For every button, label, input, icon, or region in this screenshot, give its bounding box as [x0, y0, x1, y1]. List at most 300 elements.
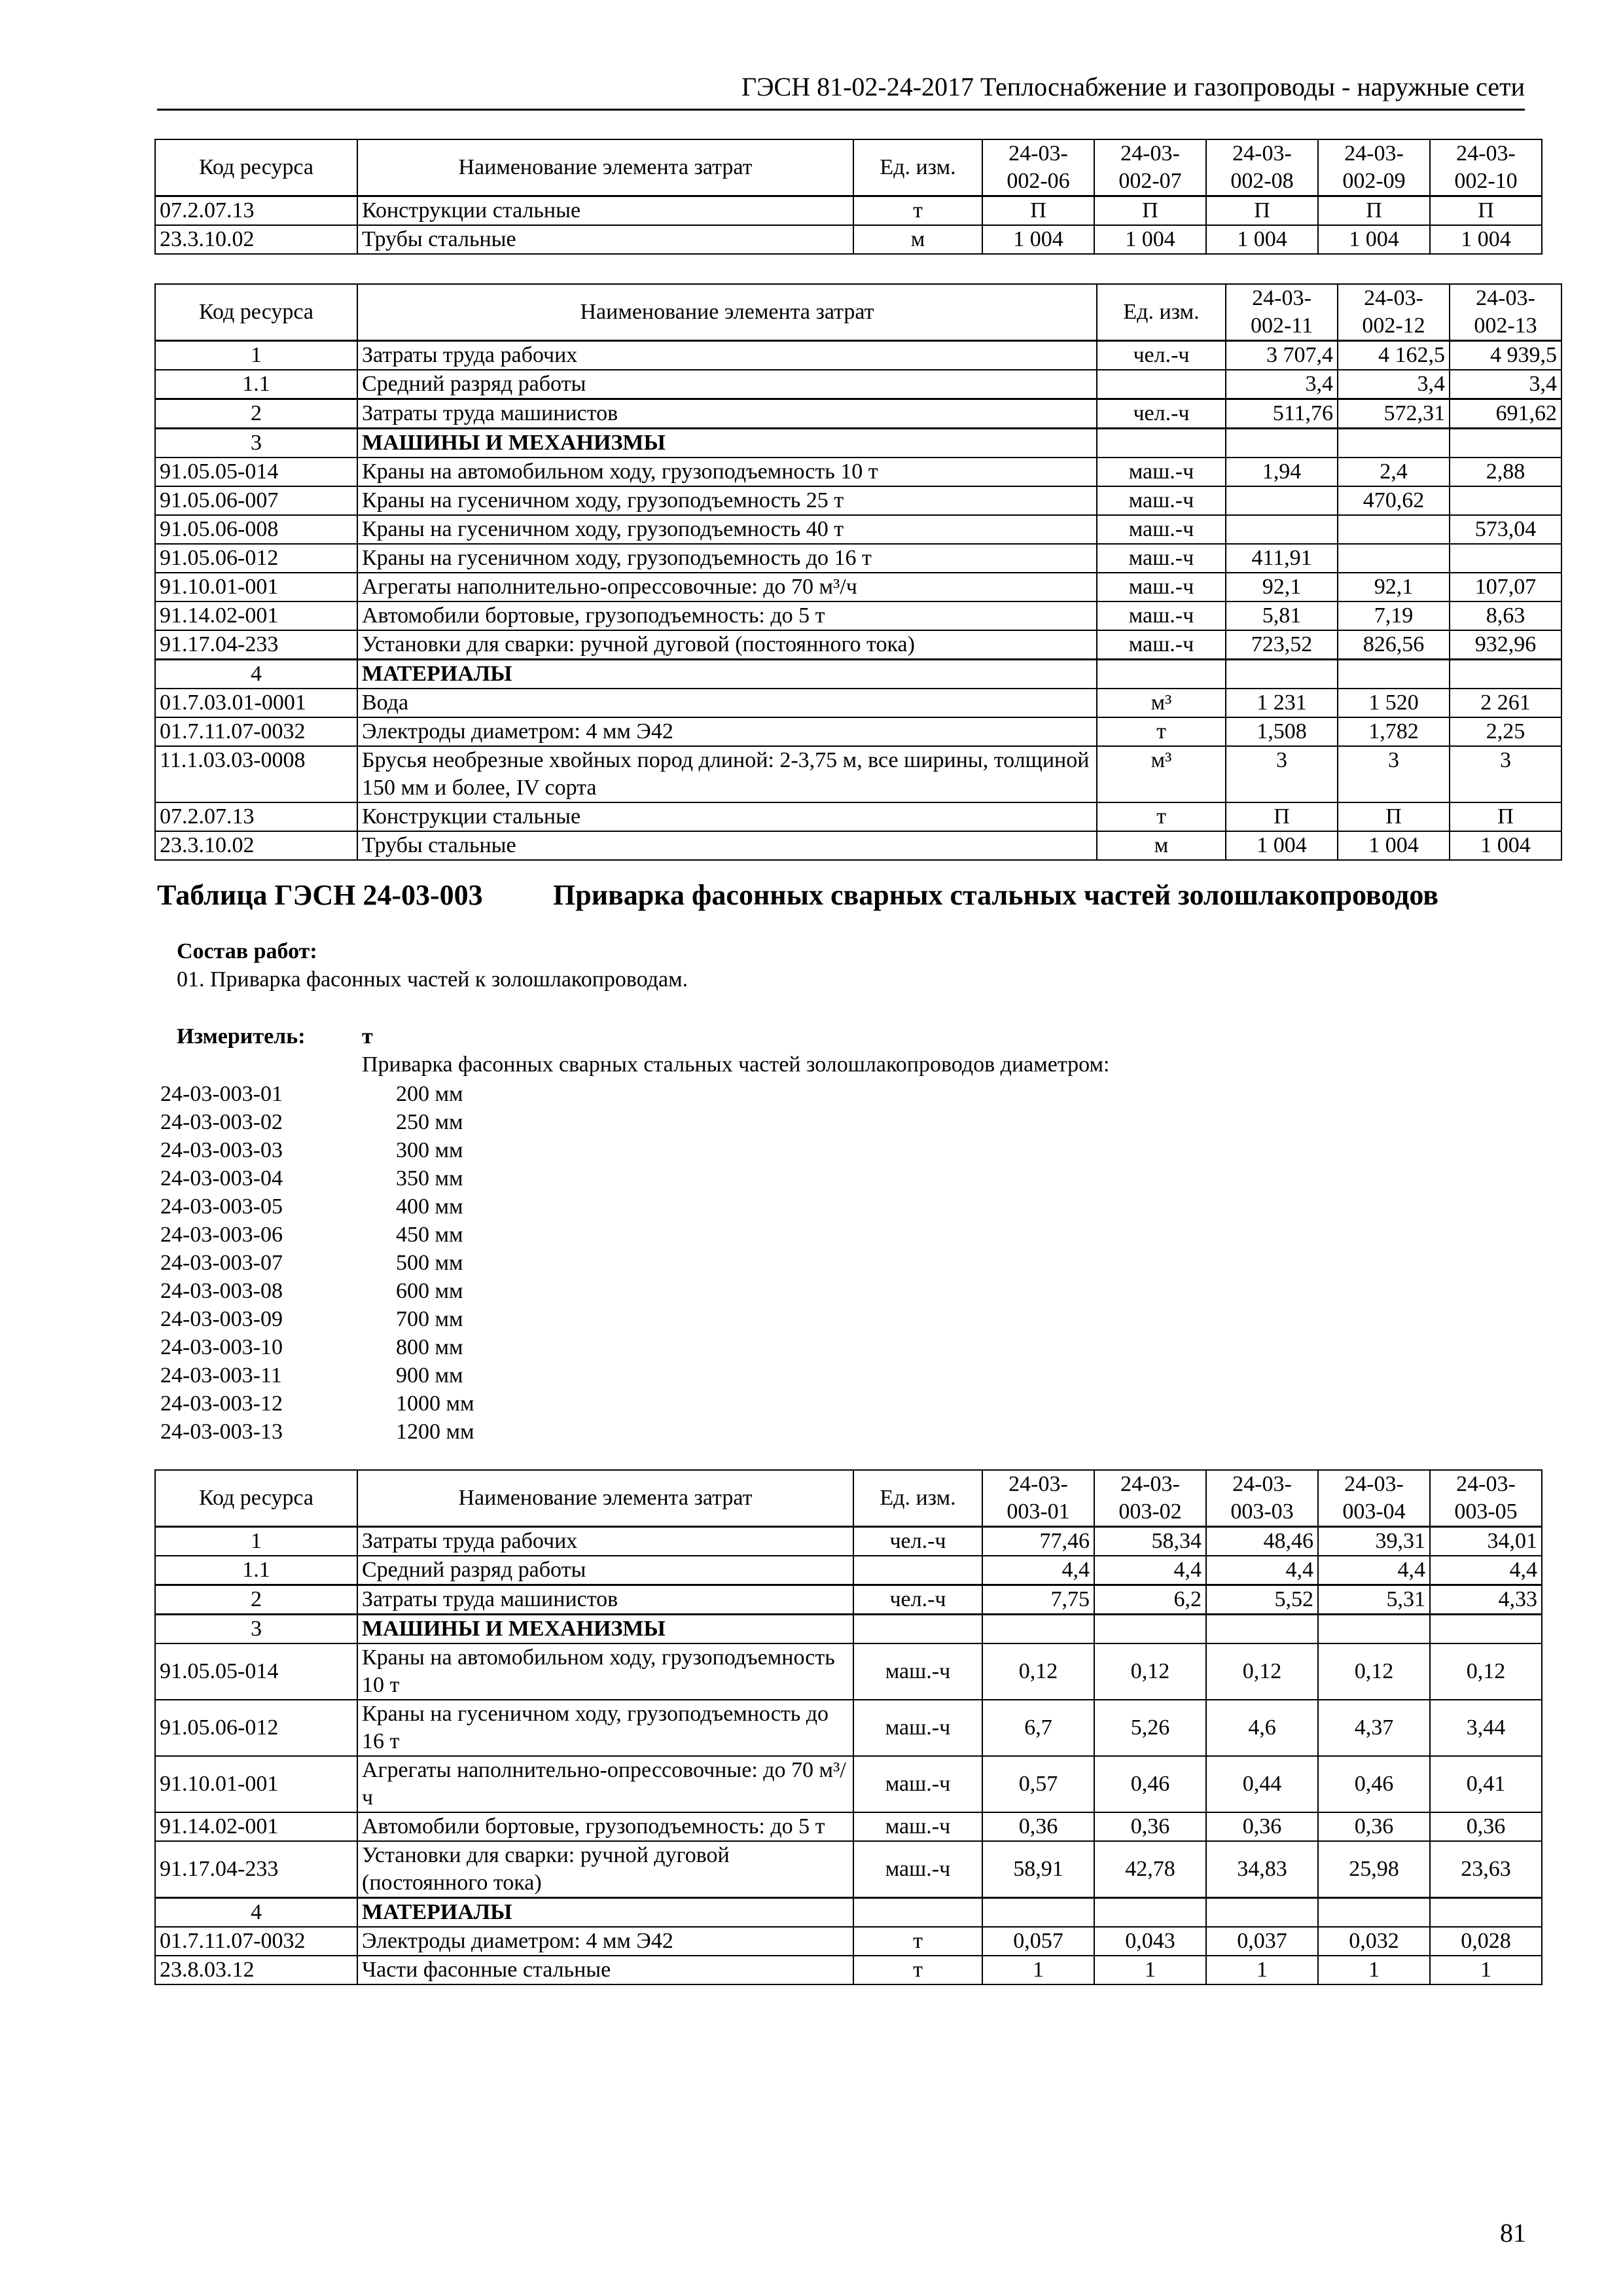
- resource-name: МАТЕРИАЛЫ: [357, 660, 1097, 689]
- norm-value: 0,41: [1430, 1756, 1542, 1812]
- norm-value: 1,508: [1226, 717, 1338, 746]
- resource-unit: маш.-ч: [853, 1700, 982, 1756]
- norm-value: П: [1318, 196, 1430, 226]
- col-header-norm: 24-03- 002-09: [1318, 139, 1430, 196]
- table-row: [155, 746, 1561, 802]
- resource-name: Брусья необрезные хвойных пород длиной: 2-3,75 м, все ширины, толщиной 150 мм и более, IV сорта: [357, 746, 1097, 802]
- norm-value: 4,4: [982, 1556, 1094, 1585]
- norm-value: 0,028: [1430, 1927, 1542, 1956]
- resource-code: 91.14.02-001: [155, 1812, 357, 1841]
- running-header: ГЭСН 81-02-24-2017 Теплоснабжение и газопроводы - наружные сети: [157, 71, 1525, 111]
- resource-table-003-01-05: [154, 1469, 1543, 1985]
- resource-name: Краны на автомобильном ходу, грузоподъемность 10 т: [357, 457, 1097, 486]
- norm-value: 3,4: [1338, 370, 1450, 399]
- norm-value: 5,81: [1226, 601, 1338, 630]
- norm-value: 0,12: [1206, 1643, 1318, 1700]
- table-row: [155, 225, 1542, 254]
- norm-value: 0,12: [982, 1643, 1094, 1700]
- table-row: [155, 1841, 1542, 1898]
- norm-value: 4,4: [1206, 1556, 1318, 1585]
- norm-value: 1: [982, 1956, 1094, 1984]
- col-header-norm: 24-03- 003-05: [1430, 1470, 1542, 1527]
- col-header-norm: 24-03- 002-13: [1450, 284, 1561, 341]
- norm-value: [1318, 1615, 1430, 1644]
- measure-item-size: 200 мм: [396, 1082, 463, 1106]
- resource-unit: м³: [1097, 689, 1226, 717]
- norm-value: 1 004: [1094, 225, 1206, 254]
- norm-value: 0,037: [1206, 1927, 1318, 1956]
- measure-item-size: 900 мм: [396, 1363, 463, 1388]
- norm-value: 573,04: [1450, 515, 1561, 544]
- norm-value: 5,52: [1206, 1585, 1318, 1615]
- norm-value: 3: [1338, 746, 1450, 802]
- norm-value: 23,63: [1430, 1841, 1542, 1898]
- col-header-code: Код ресурса: [155, 284, 357, 341]
- resource-unit: маш.-ч: [853, 1812, 982, 1841]
- resource-name: МАШИНЫ И МЕХАНИЗМЫ: [357, 1615, 853, 1644]
- resource-code: 01.7.11.07-0032: [155, 1927, 357, 1956]
- norm-value: 3 707,4: [1226, 341, 1338, 370]
- norm-value: П: [1450, 802, 1561, 831]
- norm-value: 1 004: [1226, 831, 1338, 860]
- table-row: [155, 630, 1561, 660]
- resource-name: Средний разряд работы: [357, 370, 1097, 399]
- norm-value: 1: [1094, 1956, 1206, 1984]
- col-header-code: Код ресурса: [155, 1470, 357, 1527]
- resource-unit: чел.-ч: [853, 1585, 982, 1615]
- norm-value: 5,26: [1094, 1700, 1206, 1756]
- resource-code: 91.05.05-014: [155, 457, 357, 486]
- norm-value: [1450, 544, 1561, 573]
- norm-value: 0,043: [1094, 1927, 1206, 1956]
- col-header-norm: 24-03- 002-07: [1094, 139, 1206, 196]
- norm-value: П: [1226, 802, 1338, 831]
- norm-value: 1: [1430, 1956, 1542, 1984]
- measure-item-size: 350 мм: [396, 1166, 463, 1191]
- norm-value: 3,44: [1430, 1700, 1542, 1756]
- norm-value: 0,12: [1094, 1643, 1206, 1700]
- table-title: Приварка фасонных сварных стальных частей золошлакопроводов: [553, 879, 1438, 911]
- resource-unit: т: [853, 1927, 982, 1956]
- resource-code: 07.2.07.13: [155, 802, 357, 831]
- table-row: [155, 196, 1542, 226]
- resource-name: Автомобили бортовые, грузоподъемность: до 5 т: [357, 1812, 853, 1841]
- resource-name: Агрегаты наполнительно-опрессовочные: до 70 м³/ч: [357, 573, 1097, 601]
- measure-item-code: 24-03-003-09: [160, 1307, 283, 1331]
- resource-name: Краны на гусеничном ходу, грузоподъемность 40 т: [357, 515, 1097, 544]
- table-row: [155, 1956, 1542, 1984]
- resource-unit: чел.-ч: [1097, 399, 1226, 429]
- col-header-norm: 24-03- 002-10: [1430, 139, 1542, 196]
- measure-item-size: 800 мм: [396, 1335, 463, 1359]
- resource-name: Установки для сварки: ручной дуговой (постоянного тока): [357, 630, 1097, 660]
- resource-name: Электроды диаметром: 4 мм Э42: [357, 1927, 853, 1956]
- resource-name: Части фасонные стальные: [357, 1956, 853, 1984]
- norm-value: 1 004: [982, 225, 1094, 254]
- measure-unit: т: [362, 1024, 373, 1049]
- norm-value: 92,1: [1338, 573, 1450, 601]
- norm-value: 2 261: [1450, 689, 1561, 717]
- table-row: [155, 1615, 1542, 1644]
- resource-name: Вода: [357, 689, 1097, 717]
- norm-value: [1094, 1615, 1206, 1644]
- resource-name: МАТЕРИАЛЫ: [357, 1898, 853, 1928]
- resource-code: 3: [155, 429, 357, 458]
- table-row: [155, 515, 1561, 544]
- resource-code: 91.17.04-233: [155, 630, 357, 660]
- table-row: [155, 370, 1561, 399]
- table-heading: [157, 878, 1438, 912]
- norm-value: 1 004: [1450, 831, 1561, 860]
- norm-value: 0,57: [982, 1756, 1094, 1812]
- norm-value: 0,032: [1318, 1927, 1430, 1956]
- norm-value: [1450, 486, 1561, 515]
- resource-code: 91.05.06-012: [155, 544, 357, 573]
- norm-value: 4,6: [1206, 1700, 1318, 1756]
- header-row: [155, 139, 1542, 196]
- resource-code: 23.3.10.02: [155, 225, 357, 254]
- col-header-code: Код ресурса: [155, 139, 357, 196]
- resource-name: Затраты труда машинистов: [357, 399, 1097, 429]
- table-row: [155, 573, 1561, 601]
- table-row: [155, 1527, 1542, 1556]
- col-header-unit: Ед. изм.: [853, 139, 982, 196]
- norm-value: 58,34: [1094, 1527, 1206, 1556]
- resource-name: Затраты труда рабочих: [357, 1527, 853, 1556]
- norm-value: 5,31: [1318, 1585, 1430, 1615]
- resource-name: Краны на гусеничном ходу, грузоподъемность до 16 т: [357, 544, 1097, 573]
- norm-value: 7,75: [982, 1585, 1094, 1615]
- resource-code: 91.10.01-001: [155, 573, 357, 601]
- norm-value: 1 004: [1430, 225, 1542, 254]
- resource-code: 23.8.03.12: [155, 1956, 357, 1984]
- col-header-name: Наименование элемента затрат: [357, 139, 853, 196]
- norm-value: 1 004: [1318, 225, 1430, 254]
- resource-name: Конструкции стальные: [357, 802, 1097, 831]
- norm-value: [1206, 1615, 1318, 1644]
- norm-value: [982, 1615, 1094, 1644]
- resource-code: 2: [155, 1585, 357, 1615]
- norm-value: 39,31: [1318, 1527, 1430, 1556]
- table-row: [155, 1585, 1542, 1615]
- resource-code: 1.1: [155, 1556, 357, 1585]
- norm-value: 0,36: [1318, 1812, 1430, 1841]
- measure-item-size: 300 мм: [396, 1138, 463, 1162]
- resource-unit: чел.-ч: [853, 1527, 982, 1556]
- resource-unit: маш.-ч: [1097, 573, 1226, 601]
- measure-item-code: 24-03-003-02: [160, 1110, 283, 1134]
- resource-unit: [853, 1898, 982, 1928]
- resource-name: Краны на гусеничном ходу, грузоподъемность до 16 т: [357, 1700, 853, 1756]
- norm-value: 1,782: [1338, 717, 1450, 746]
- table-row: [155, 831, 1561, 860]
- norm-value: [1338, 544, 1450, 573]
- resource-code: 07.2.07.13: [155, 196, 357, 226]
- norm-value: 1 004: [1338, 831, 1450, 860]
- measure-item-code: 24-03-003-04: [160, 1166, 283, 1191]
- measure-item-size: 500 мм: [396, 1251, 463, 1275]
- norm-value: 4,4: [1094, 1556, 1206, 1585]
- table-row: [155, 660, 1561, 689]
- resource-name: МАШИНЫ И МЕХАНИЗМЫ: [357, 429, 1097, 458]
- norm-value: [1094, 1898, 1206, 1928]
- resource-code: 91.05.05-014: [155, 1643, 357, 1700]
- table-row: [155, 457, 1561, 486]
- table-row: [155, 486, 1561, 515]
- norm-value: 572,31: [1338, 399, 1450, 429]
- col-header-unit: Ед. изм.: [853, 1470, 982, 1527]
- measure-item-size: 450 мм: [396, 1223, 463, 1247]
- measure-label: Измеритель:: [177, 1024, 306, 1049]
- norm-value: 34,83: [1206, 1841, 1318, 1898]
- norm-value: 3: [1450, 746, 1561, 802]
- col-header-norm: 24-03- 003-02: [1094, 1470, 1206, 1527]
- norm-value: 6,2: [1094, 1585, 1206, 1615]
- resource-code: 11.1.03.03-0008: [155, 746, 357, 802]
- resource-code: 1.1: [155, 370, 357, 399]
- resource-unit: маш.-ч: [1097, 457, 1226, 486]
- page-number: 81: [1500, 2218, 1526, 2248]
- table-row: [155, 1756, 1542, 1812]
- resource-unit: маш.-ч: [853, 1841, 982, 1898]
- resource-unit: т: [853, 196, 982, 226]
- norm-value: [1206, 1898, 1318, 1928]
- norm-value: 3: [1226, 746, 1338, 802]
- col-header-norm: 24-03- 003-03: [1206, 1470, 1318, 1527]
- resource-code: 4: [155, 1898, 357, 1928]
- resource-code: 91.05.06-008: [155, 515, 357, 544]
- table-row: [155, 1927, 1542, 1956]
- table-row: [155, 341, 1561, 370]
- norm-value: 34,01: [1430, 1527, 1542, 1556]
- norm-value: 3,4: [1450, 370, 1561, 399]
- col-header-unit: Ед. изм.: [1097, 284, 1226, 341]
- norm-value: 77,46: [982, 1527, 1094, 1556]
- resource-unit: [1097, 370, 1226, 399]
- table-row: [155, 689, 1561, 717]
- norm-value: [1226, 429, 1338, 458]
- resource-unit: маш.-ч: [1097, 601, 1226, 630]
- header-row: [155, 284, 1561, 341]
- resource-unit: [853, 1615, 982, 1644]
- table-row: [155, 601, 1561, 630]
- resource-unit: чел.-ч: [1097, 341, 1226, 370]
- work-composition-item: 01. Приварка фасонных частей к золошлакопроводам.: [177, 967, 688, 992]
- norm-value: [1338, 515, 1450, 544]
- norm-value: 58,91: [982, 1841, 1094, 1898]
- norm-value: П: [982, 196, 1094, 226]
- norm-value: 691,62: [1450, 399, 1561, 429]
- resource-unit: маш.-ч: [1097, 544, 1226, 573]
- norm-value: 4,4: [1430, 1556, 1542, 1585]
- resource-code: 91.17.04-233: [155, 1841, 357, 1898]
- norm-value: П: [1094, 196, 1206, 226]
- resource-name: Краны на гусеничном ходу, грузоподъемность 25 т: [357, 486, 1097, 515]
- resource-code: 91.05.06-012: [155, 1700, 357, 1756]
- norm-value: 7,19: [1338, 601, 1450, 630]
- col-header-norm: 24-03- 003-04: [1318, 1470, 1430, 1527]
- norm-value: [1450, 660, 1561, 689]
- norm-value: 826,56: [1338, 630, 1450, 660]
- resource-unit: м: [853, 225, 982, 254]
- measure-item-size: 600 мм: [396, 1279, 463, 1303]
- resource-unit: маш.-ч: [1097, 486, 1226, 515]
- norm-value: 0,44: [1206, 1756, 1318, 1812]
- measure-item-code: 24-03-003-07: [160, 1251, 283, 1275]
- measure-item-size: 700 мм: [396, 1307, 463, 1331]
- resource-code: 91.10.01-001: [155, 1756, 357, 1812]
- norm-value: 2,88: [1450, 457, 1561, 486]
- resource-unit: [853, 1556, 982, 1585]
- resource-unit: маш.-ч: [1097, 515, 1226, 544]
- measure-item-size: 250 мм: [396, 1110, 463, 1134]
- norm-value: 0,36: [982, 1812, 1094, 1841]
- norm-value: 0,36: [1094, 1812, 1206, 1841]
- table-row: [155, 544, 1561, 573]
- resource-code: 01.7.11.07-0032: [155, 717, 357, 746]
- norm-value: 1: [1318, 1956, 1430, 1984]
- norm-value: [1430, 1898, 1542, 1928]
- measure-item-code: 24-03-003-05: [160, 1194, 283, 1219]
- resource-table-002-11-13: [154, 283, 1562, 861]
- norm-value: 0,12: [1430, 1643, 1542, 1700]
- resource-name: Конструкции стальные: [357, 196, 853, 226]
- resource-name: Агрегаты наполнительно-опрессовочные: до 70 м³/ч: [357, 1756, 853, 1812]
- table-row: [155, 1700, 1542, 1756]
- norm-value: 1 231: [1226, 689, 1338, 717]
- norm-value: [1226, 486, 1338, 515]
- norm-value: 2,4: [1338, 457, 1450, 486]
- resource-code: 23.3.10.02: [155, 831, 357, 860]
- norm-value: 107,07: [1450, 573, 1561, 601]
- norm-value: 4,4: [1318, 1556, 1430, 1585]
- table-row: [155, 802, 1561, 831]
- norm-value: [1450, 429, 1561, 458]
- table-row: [155, 1898, 1542, 1928]
- norm-value: П: [1206, 196, 1318, 226]
- measure-item-size: 1200 мм: [396, 1420, 474, 1444]
- measure-description: Приварка фасонных сварных стальных частей золошлакопроводов диаметром:: [362, 1052, 1110, 1077]
- measure-item-code: 24-03-003-12: [160, 1391, 283, 1416]
- resource-name: Краны на автомобильном ходу, грузоподъемность 10 т: [357, 1643, 853, 1700]
- norm-value: 0,12: [1318, 1643, 1430, 1700]
- work-composition-label: Состав работ:: [177, 939, 317, 963]
- measure-item-code: 24-03-003-06: [160, 1223, 283, 1247]
- col-header-norm: 24-03- 002-11: [1226, 284, 1338, 341]
- measure-item-size: 1000 мм: [396, 1391, 474, 1416]
- resource-unit: [1097, 660, 1226, 689]
- col-header-norm: 24-03- 003-01: [982, 1470, 1094, 1527]
- norm-value: П: [1430, 196, 1542, 226]
- measure-item-code: 24-03-003-13: [160, 1420, 283, 1444]
- resource-name: Средний разряд работы: [357, 1556, 853, 1585]
- resource-unit: т: [1097, 802, 1226, 831]
- norm-value: 932,96: [1450, 630, 1561, 660]
- norm-value: 0,46: [1094, 1756, 1206, 1812]
- norm-value: 411,91: [1226, 544, 1338, 573]
- table-label: Таблица ГЭСН 24-03-003: [157, 879, 483, 911]
- norm-value: 470,62: [1338, 486, 1450, 515]
- resource-unit: [1097, 429, 1226, 458]
- resource-name: Затраты труда машинистов: [357, 1585, 853, 1615]
- resource-unit: т: [1097, 717, 1226, 746]
- resource-name: Установки для сварки: ручной дуговой (постоянного тока): [357, 1841, 853, 1898]
- resource-code: 4: [155, 660, 357, 689]
- resource-table-002-06-10: [154, 139, 1543, 255]
- norm-value: 0,057: [982, 1927, 1094, 1956]
- resource-unit: т: [853, 1956, 982, 1984]
- resource-name: Затраты труда рабочих: [357, 341, 1097, 370]
- measure-item-code: 24-03-003-03: [160, 1138, 283, 1162]
- norm-value: 0,36: [1206, 1812, 1318, 1841]
- norm-value: [982, 1898, 1094, 1928]
- resource-code: 2: [155, 399, 357, 429]
- resource-unit: м³: [1097, 746, 1226, 802]
- norm-value: П: [1338, 802, 1450, 831]
- col-header-name: Наименование элемента затрат: [357, 1470, 853, 1527]
- resource-unit: м: [1097, 831, 1226, 860]
- norm-value: 48,46: [1206, 1527, 1318, 1556]
- norm-value: 4,37: [1318, 1700, 1430, 1756]
- norm-value: 0,46: [1318, 1756, 1430, 1812]
- norm-value: 92,1: [1226, 573, 1338, 601]
- norm-value: 1: [1206, 1956, 1318, 1984]
- norm-value: [1338, 660, 1450, 689]
- norm-value: 4 939,5: [1450, 341, 1561, 370]
- norm-value: [1430, 1615, 1542, 1644]
- norm-value: 4,33: [1430, 1585, 1542, 1615]
- col-header-norm: 24-03- 002-06: [982, 139, 1094, 196]
- resource-code: 91.05.06-007: [155, 486, 357, 515]
- measure-item-code: 24-03-003-01: [160, 1082, 283, 1106]
- norm-value: 4 162,5: [1338, 341, 1450, 370]
- table-row: [155, 1812, 1542, 1841]
- norm-value: 1 004: [1206, 225, 1318, 254]
- col-header-norm: 24-03- 002-08: [1206, 139, 1318, 196]
- norm-value: 1,94: [1226, 457, 1338, 486]
- resource-code: 3: [155, 1615, 357, 1644]
- table-row: [155, 429, 1561, 458]
- resource-code: 91.14.02-001: [155, 601, 357, 630]
- resource-code: 1: [155, 1527, 357, 1556]
- resource-code: 01.7.03.01-0001: [155, 689, 357, 717]
- norm-value: 3,4: [1226, 370, 1338, 399]
- resource-name: Трубы стальные: [357, 831, 1097, 860]
- table-row: [155, 1556, 1542, 1585]
- norm-value: 2,25: [1450, 717, 1561, 746]
- resource-name: Электроды диаметром: 4 мм Э42: [357, 717, 1097, 746]
- norm-value: 1 520: [1338, 689, 1450, 717]
- norm-value: 6,7: [982, 1700, 1094, 1756]
- norm-value: 25,98: [1318, 1841, 1430, 1898]
- norm-value: [1226, 660, 1338, 689]
- resource-unit: маш.-ч: [853, 1756, 982, 1812]
- measure-item-code: 24-03-003-11: [160, 1363, 282, 1388]
- norm-value: 0,36: [1430, 1812, 1542, 1841]
- measure-item-code: 24-03-003-08: [160, 1279, 283, 1303]
- table-row: [155, 717, 1561, 746]
- norm-value: 723,52: [1226, 630, 1338, 660]
- table-row: [155, 399, 1561, 429]
- resource-unit: маш.-ч: [853, 1643, 982, 1700]
- norm-value: 8,63: [1450, 601, 1561, 630]
- table-row: [155, 1643, 1542, 1700]
- resource-name: Автомобили бортовые, грузоподъемность: до 5 т: [357, 601, 1097, 630]
- header-row: [155, 1470, 1542, 1527]
- norm-value: [1318, 1898, 1430, 1928]
- measure-item-code: 24-03-003-10: [160, 1335, 283, 1359]
- norm-value: 42,78: [1094, 1841, 1206, 1898]
